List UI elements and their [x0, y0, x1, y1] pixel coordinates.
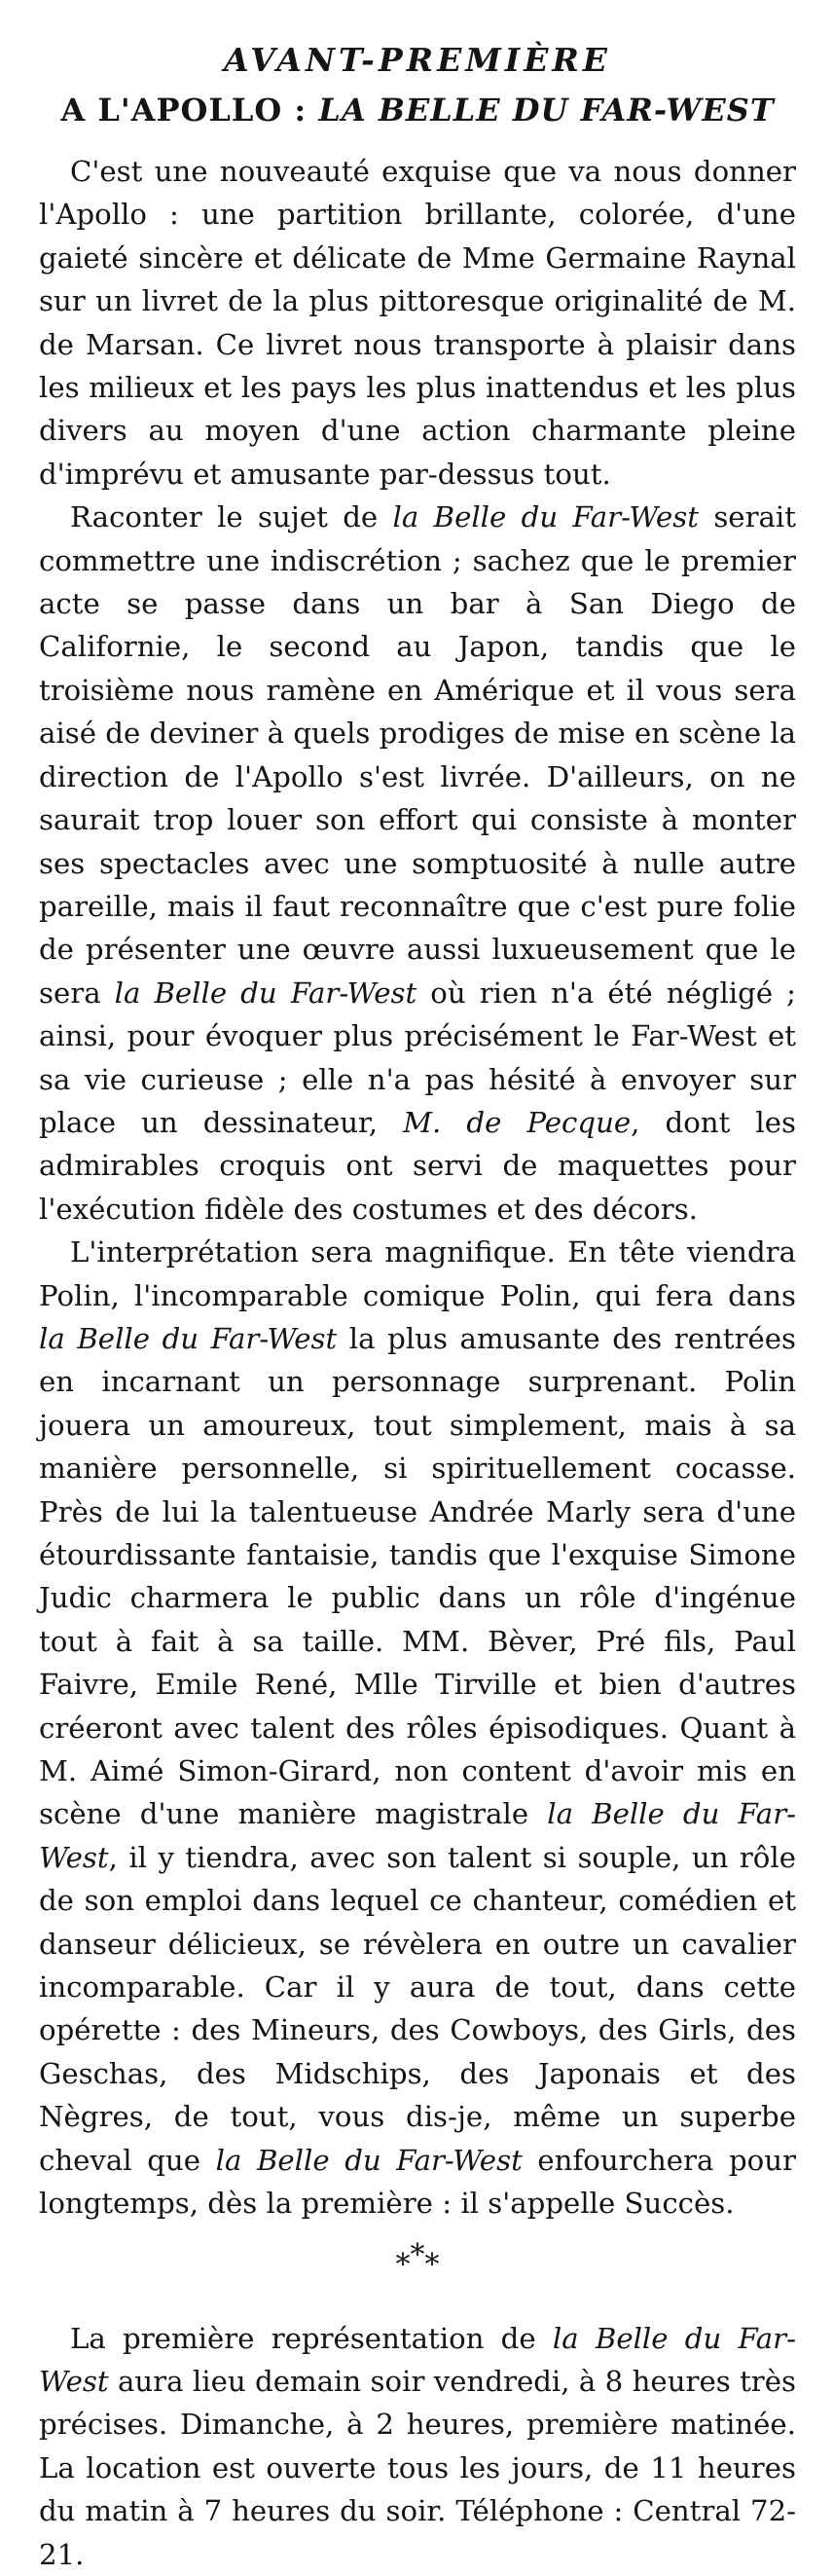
headline-prefix: A L'APOLLO : [60, 92, 308, 129]
paragraph-plot [39, 496, 796, 1231]
paragraph-intro: C'est une nouveauté exquise que va nous donner l'Apollo : une partition brillante, colorée, d'une gaieté sincère et délicate de Mme Germaine Raynal sur un livret de la plus pittoresque originalité de M. de Marsan. Ce livret nous transporte à plaisir dans les milieux et les pays les plus inattendus et les plus divers au moyen d'une action charmante pleine d'imprévu et amusante par-dessus tout. [39, 155, 796, 491]
article-headline [39, 88, 796, 132]
text-run: , dont les admirables croquis ont servi de maquettes pour l'exécution fidèle des costumes et des décors. [39, 1105, 796, 1226]
text-run: la plus amusante des rentrées en incarnant un personnage surprenant. Polin jouera un amoureux, tout simplement, mais à sa manière personnelle, si spirituellement cocasse. Près de lui la talentueuse Andrée Marly sera d'une étourdissante fantaisie, tandis que l'exquise Simone Judic charmera le public dans un rôle d'ingénue tout à fait à sa taille. MM. Bèver, Pré fils, Paul Faivre, Emile René, Mlle Tirville et bien d'autres créeront avec talent des rôles épisodiques. Quant à M. Aimé Simon-Girard, non content d'avoir mis en scène d'une manière magistrale [39, 1321, 796, 1831]
text-run: L'interprétation sera magnifique. En tête viendra Polin, l'incomparable comique Polin, qui fera dans [39, 1235, 796, 1312]
work-title: la Belle du Far-West [39, 2321, 796, 2398]
article-body [39, 150, 796, 2576]
artist-name: M. de Pecque [403, 1105, 632, 1139]
text-run: où rien n'a été négligé ; ainsi, pour évoquer plus précisément le Far-West et sa vie curieuse ; elle n'a pas hésité à envoyer sur place un dessinateur, [39, 975, 796, 1139]
text-run: serait commettre une indiscrétion ; sachez que le premier acte se passe dans un bar à San Diego de Californie, le second au Japon, tandis que le troisième nous ramène en Amérique et il vous sera aisé de deviner à quels prodiges de mise en scène la direction de l'Apollo s'est livrée. D'ailleurs, on ne saurait trop louer son effort qui consiste à monter ses spectacles avec une somptuosité à nulle autre pareille, mais il faut reconnaître que c'est pure folie de présenter une œuvre aussi luxueusement que le sera [39, 500, 796, 1010]
paragraph-practical-info [39, 2317, 796, 2576]
work-title: la Belle du Far-West [39, 1321, 338, 1355]
work-title: la Belle du Far-West [39, 1797, 797, 1874]
asterisk: * [424, 2247, 440, 2282]
text-run: Raconter le sujet de [70, 500, 393, 534]
text-run: enfourchera pour longtemps, dès la première : il s'appelle Succès. [39, 2143, 796, 2221]
asterisk: * [410, 2237, 425, 2272]
work-title: la Belle du Far-West [215, 2143, 523, 2177]
headline-title: LA BELLE DU FAR-WEST [318, 92, 775, 129]
text-run: aura lieu demain soir vendredi, à 8 heures très précises. Dimanche, à 2 heures, première matinée. La location est ouverte tous les jours, de 11 heures du matin à 7 heures du soir. Téléphone : Central 72-21. [39, 2364, 796, 2571]
asterisk: * [395, 2247, 411, 2282]
text-run: , il y tiendra, avec son talent si souple, un rôle de son emploi dans lequel ce chanteur, comédien et danseur délicieux, se révèlera en outre un cavalier incomparable. Car il y aura de tout, dans cette opérette : des Mineurs, des Cowboys, des Girls, des Geschas, des Midschips, des Japonais et des Nègres, de tout, vous dis-je, même un superbe cheval que [39, 1840, 796, 2177]
section-kicker: AVANT-PREMIÈRE [224, 41, 611, 79]
text-run: La première représentation de [70, 2321, 553, 2355]
work-title: la Belle du Far-West [114, 975, 417, 1010]
asterism-separator [39, 2237, 796, 2282]
work-title: la Belle du Far-West [392, 500, 699, 534]
paragraph-cast [39, 1231, 796, 2225]
